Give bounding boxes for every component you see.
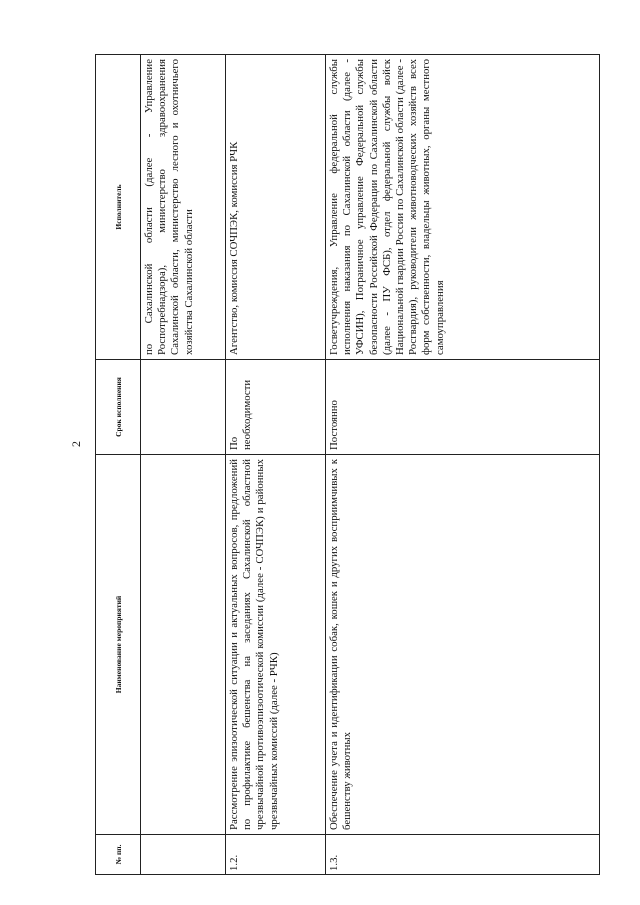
row-num: [141, 835, 226, 875]
table-row: [326, 55, 600, 875]
measures-table: [95, 54, 600, 875]
header-executor: Исполнитель: [96, 55, 141, 360]
row-executor: Агентство, комиссия СОЧПЭК, комиссия РЧК: [226, 55, 326, 360]
row-term: Постоянно: [326, 360, 600, 455]
row-term: [141, 360, 226, 455]
table-row: [226, 55, 326, 875]
header-term: Срок исполнения: [96, 360, 141, 455]
table-row: [141, 55, 226, 875]
page-number: 2: [69, 441, 83, 447]
header-num: № пп.: [96, 835, 141, 875]
row-executor: по Сахалинской области (далее - Управление Роспотребнадзора), министерство здравоохранения Сахалинской области, министерство лесного и охотничьего хозяйства Сахалинской области: [141, 55, 226, 360]
header-name: Наименование мероприятий: [96, 455, 141, 835]
row-name: Рассмотрение эпизоотической ситуации и актуальных вопросов, предложений по профилактике бешенства на заседаниях Сахалинской областной чрезвычайной противоэпизоотической комиссии (далее - СОЧПЭК) и районных чрезвычайных комиссий (далее - РЧК): [226, 455, 326, 835]
row-name: Обеспечение учета и идентификации собак, кошек и других восприимчивых к бешенству животных: [326, 455, 600, 835]
table-header-row: [96, 55, 141, 875]
row-term: По необходимости: [226, 360, 326, 455]
row-num: 1.2.: [226, 835, 326, 875]
row-executor: Госветучреждения, Управление федеральной службы исполнения наказания по Сахалинской области (далее - УФСИН), Пограничное управление Федеральной службы безопасности Российской Федерации по Сахалинской области (далее - ПУ ФСБ), отдел федеральной службы войск Национальной гвардии России по Сахалинской области (далее - Росгвардия), руководители животноводческих хозяйств всех форм собственности, владельцы животных, органы местного самоуправления: [326, 55, 600, 360]
row-num: 1.3.: [326, 835, 600, 875]
row-name: [141, 455, 226, 835]
rotated-table-area: [95, 55, 600, 875]
